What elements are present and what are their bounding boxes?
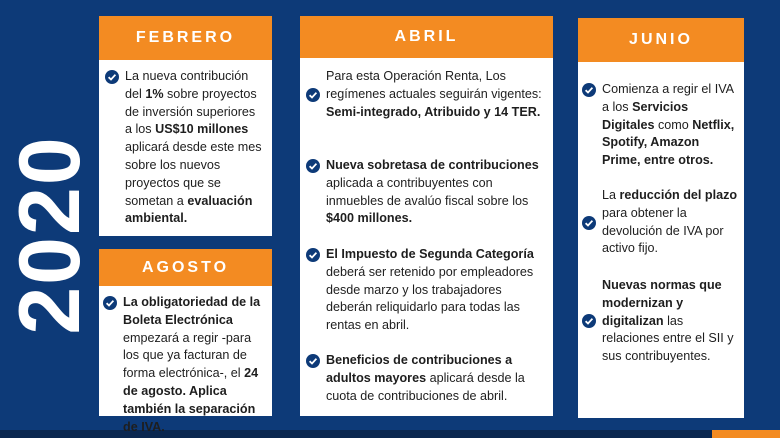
agosto-header: AGOSTO xyxy=(99,249,272,286)
abril-item-1-text: Para esta Operación Renta, Los regímenes actuales seguirán vigentes: Semi-integrado, Atribuido y 14 TER. xyxy=(326,69,542,119)
agosto-card xyxy=(99,286,272,434)
list-item xyxy=(306,246,546,335)
check-circle-icon xyxy=(306,88,320,102)
febrero-item-text: La nueva contribución del 1% sobre proyectos de inversión superiores a los US$10 millones aplicará desde este mes sobre los nuevos proyectos que se sometan a evaluación ambiental. xyxy=(125,69,262,226)
junio-header: JUNIO xyxy=(578,18,744,62)
year-label: 2020 xyxy=(2,135,98,335)
check-circle-icon xyxy=(306,354,320,368)
junio-item-3-text: Nuevas normas que modernizan y digitalizan las relaciones entre el SII y sus contribuyentes. xyxy=(602,278,734,364)
list-item xyxy=(306,157,546,228)
check-circle-icon xyxy=(306,248,320,262)
list-item xyxy=(582,187,740,258)
agosto-item-text: La obligatoriedad de la Boleta Electrónica empezará a regir -para los que ya facturan de forma electrónica-, el 24 de agosto. Aplica también la separación de IVA. xyxy=(123,295,261,434)
check-circle-icon xyxy=(582,216,596,230)
abril-header: ABRIL xyxy=(300,16,553,58)
abril-item-2-text: Nueva sobretasa de contribuciones aplicada a contribuyentes con inmuebles de avalúo fiscal sobre los $400 millones. xyxy=(326,158,539,226)
abril-card xyxy=(300,58,553,416)
check-circle-icon xyxy=(582,83,596,97)
list-item xyxy=(582,81,740,170)
febrero-card xyxy=(99,60,272,236)
febrero-header: FEBRERO xyxy=(99,16,272,60)
check-circle-icon xyxy=(105,70,119,84)
list-item xyxy=(306,68,546,121)
check-circle-icon xyxy=(103,296,117,310)
abril-item-3-text: El Impuesto de Segunda Categoría deberá ser retenido por empleadores desde marzo y los trabajadores deberán reliquidarlo para todas las rentas en abril. xyxy=(326,247,534,333)
list-item xyxy=(103,294,267,436)
junio-item-1-text: Comienza a regir el IVA a los Servicios Digitales como Netflix, Spotify, Amazon Prime, entre otros. xyxy=(602,82,735,168)
check-circle-icon xyxy=(582,314,596,328)
list-item xyxy=(306,352,546,405)
bottom-accent xyxy=(712,430,780,438)
junio-card xyxy=(578,62,744,418)
list-item xyxy=(105,68,265,228)
abril-item-4-text: Beneficios de contribuciones a adultos mayores aplicará desde la cuota de contribuciones de abril. xyxy=(326,353,525,403)
list-item xyxy=(582,277,740,366)
check-circle-icon xyxy=(306,159,320,173)
junio-item-2-text: La reducción del plazo para obtener la devolución de IVA por activo fijo. xyxy=(602,188,738,256)
